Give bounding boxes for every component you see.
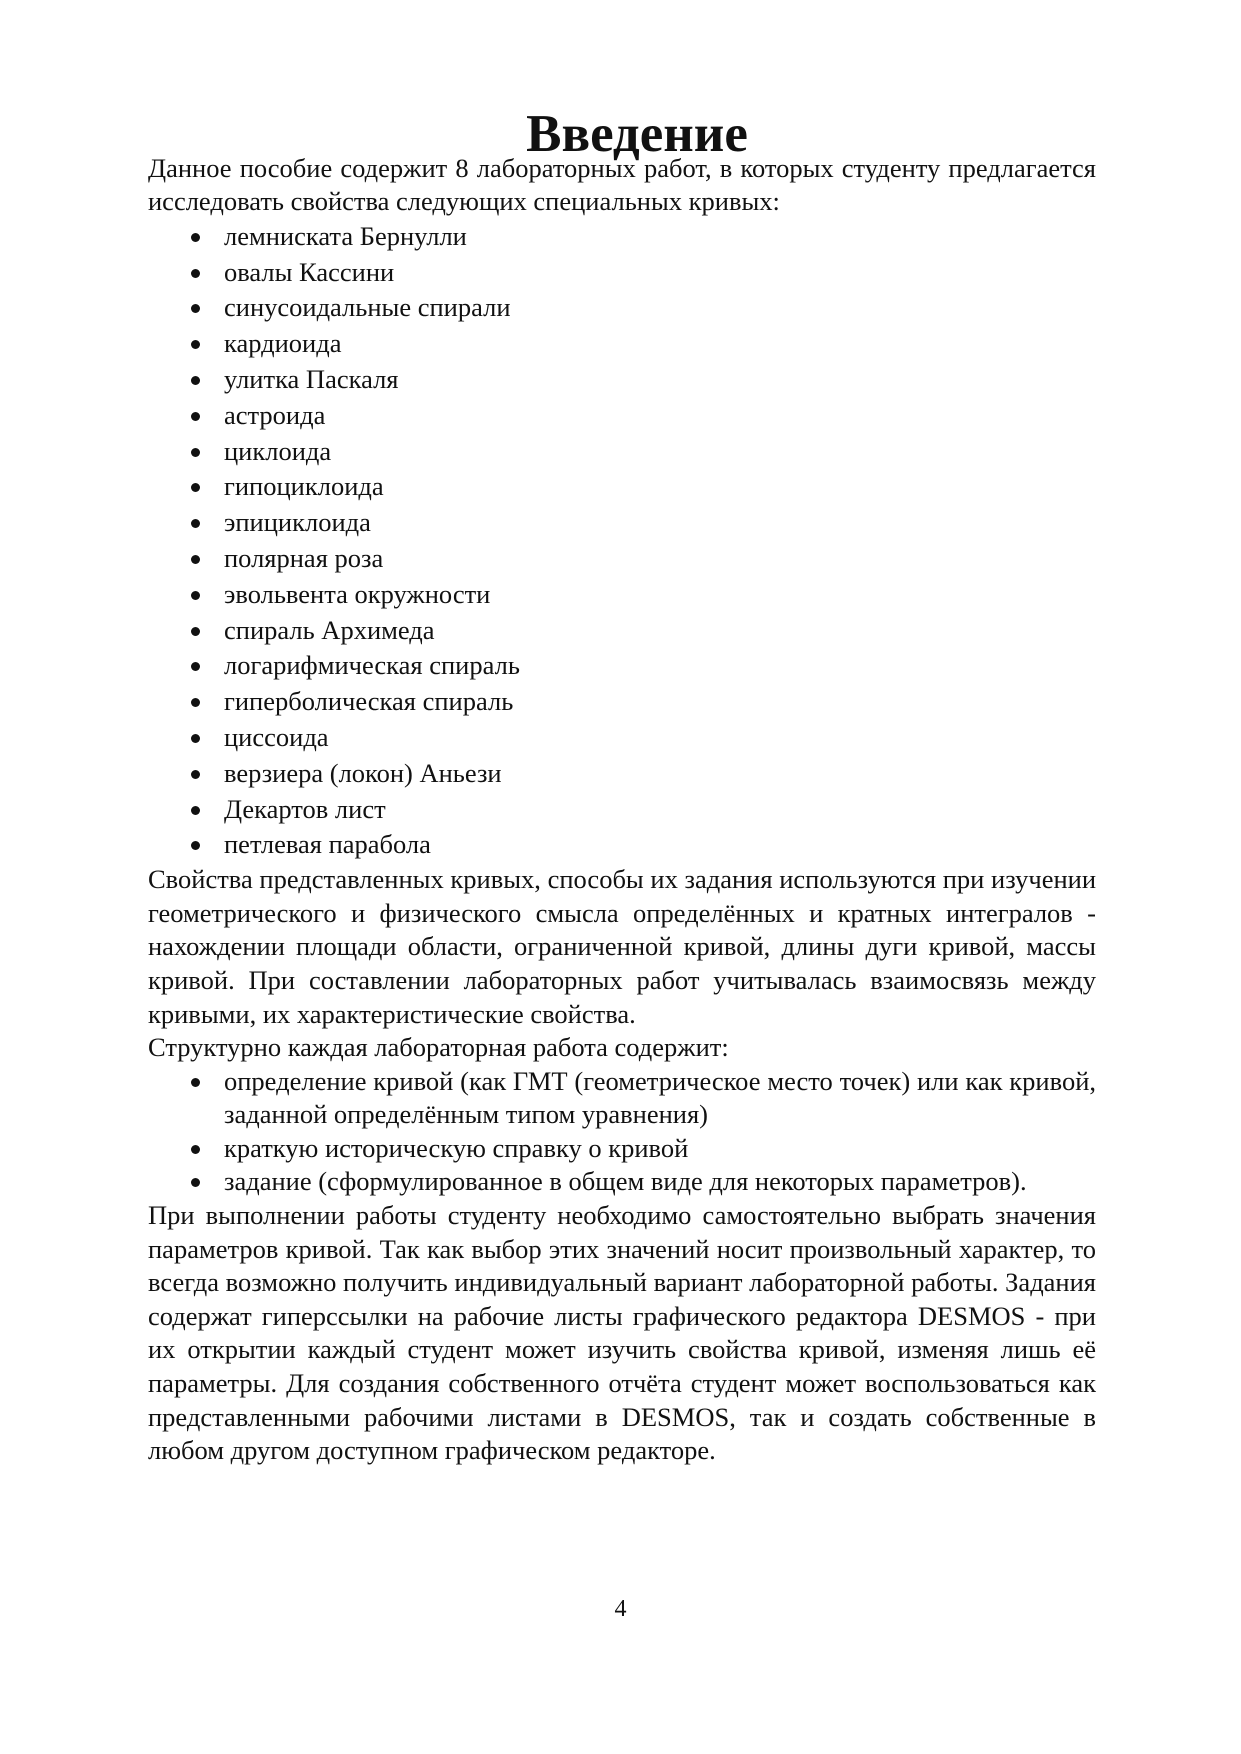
list-item: эвольвента окружности bbox=[148, 577, 1096, 613]
list-item: циссоида bbox=[148, 720, 1096, 756]
page-number: 4 bbox=[614, 1596, 627, 1622]
list-item: петлевая парабола bbox=[148, 827, 1096, 863]
list-item: эпициклоида bbox=[148, 505, 1096, 541]
section-title: Введение bbox=[526, 105, 748, 163]
list-item: астроида bbox=[148, 398, 1096, 434]
list-item: гиперболическая спираль bbox=[148, 684, 1096, 720]
list-item: улитка Паскаля bbox=[148, 362, 1096, 398]
final-paragraph: При выполнении работы студенту необходимо самостоятельно выбрать значения параметров кривой. Так как выбор этих значений носит произвольный характер, то всегда возможно получить индивидуальный вариант лабораторной работы. Задания содержат гиперссылки на рабочие листы графического редактора DESMOS - при их открытии каждый студент может изучить свойства кривой, изменяя лишь её параметры. Для создания собственного отчёта студент может воспользоваться как представленными рабочими листами в DESMOS, так и создать собственные в любом другом доступном графическом редакторе. bbox=[148, 1200, 1096, 1466]
list-item: овалы Кассини bbox=[148, 255, 1096, 291]
structure-list bbox=[148, 1065, 1096, 1199]
list-item: Декартов лист bbox=[148, 792, 1096, 828]
properties-paragraph: Свойства представленных кривых, способы их задания используются при изучении геометрического и физического смысла определённых и кратных интегралов - нахождении площади области, ограниченной кривой, длины дуги кривой, массы кривой. При составлении лабораторных работ учитывалась взаимосвязь между кривыми, их характеристические свойства. bbox=[148, 864, 1096, 1029]
list-item: синусоидальные спирали bbox=[148, 290, 1096, 326]
list-item: спираль Архимеда bbox=[148, 613, 1096, 649]
list-item: краткую историческую справку о кривой bbox=[148, 1132, 1096, 1166]
list-item: определение кривой (как ГМТ (геометрическое место точек) или как кривой, заданной определённым типом уравнения) bbox=[148, 1065, 1096, 1132]
list-item: задание (сформулированное в общем виде для некоторых параметров). bbox=[148, 1165, 1096, 1199]
intro-paragraph: Данное пособие содержит 8 лабораторных работ, в которых студенту предлагается исследовать свойства следующих специальных кривых: bbox=[148, 152, 1096, 217]
list-item: циклоида bbox=[148, 434, 1096, 470]
list-item: логарифмическая спираль bbox=[148, 648, 1096, 684]
list-item: кардиоида bbox=[148, 326, 1096, 362]
structure-intro: Структурно каждая лабораторная работа содержит: bbox=[148, 1032, 729, 1063]
curves-list bbox=[148, 219, 1096, 863]
list-item: лемниската Бернулли bbox=[148, 219, 1096, 255]
list-item: гипоциклоида bbox=[148, 469, 1096, 505]
list-item: полярная роза bbox=[148, 541, 1096, 577]
list-item: верзиера (локон) Аньези bbox=[148, 756, 1096, 792]
document-page bbox=[148, 105, 1096, 1468]
